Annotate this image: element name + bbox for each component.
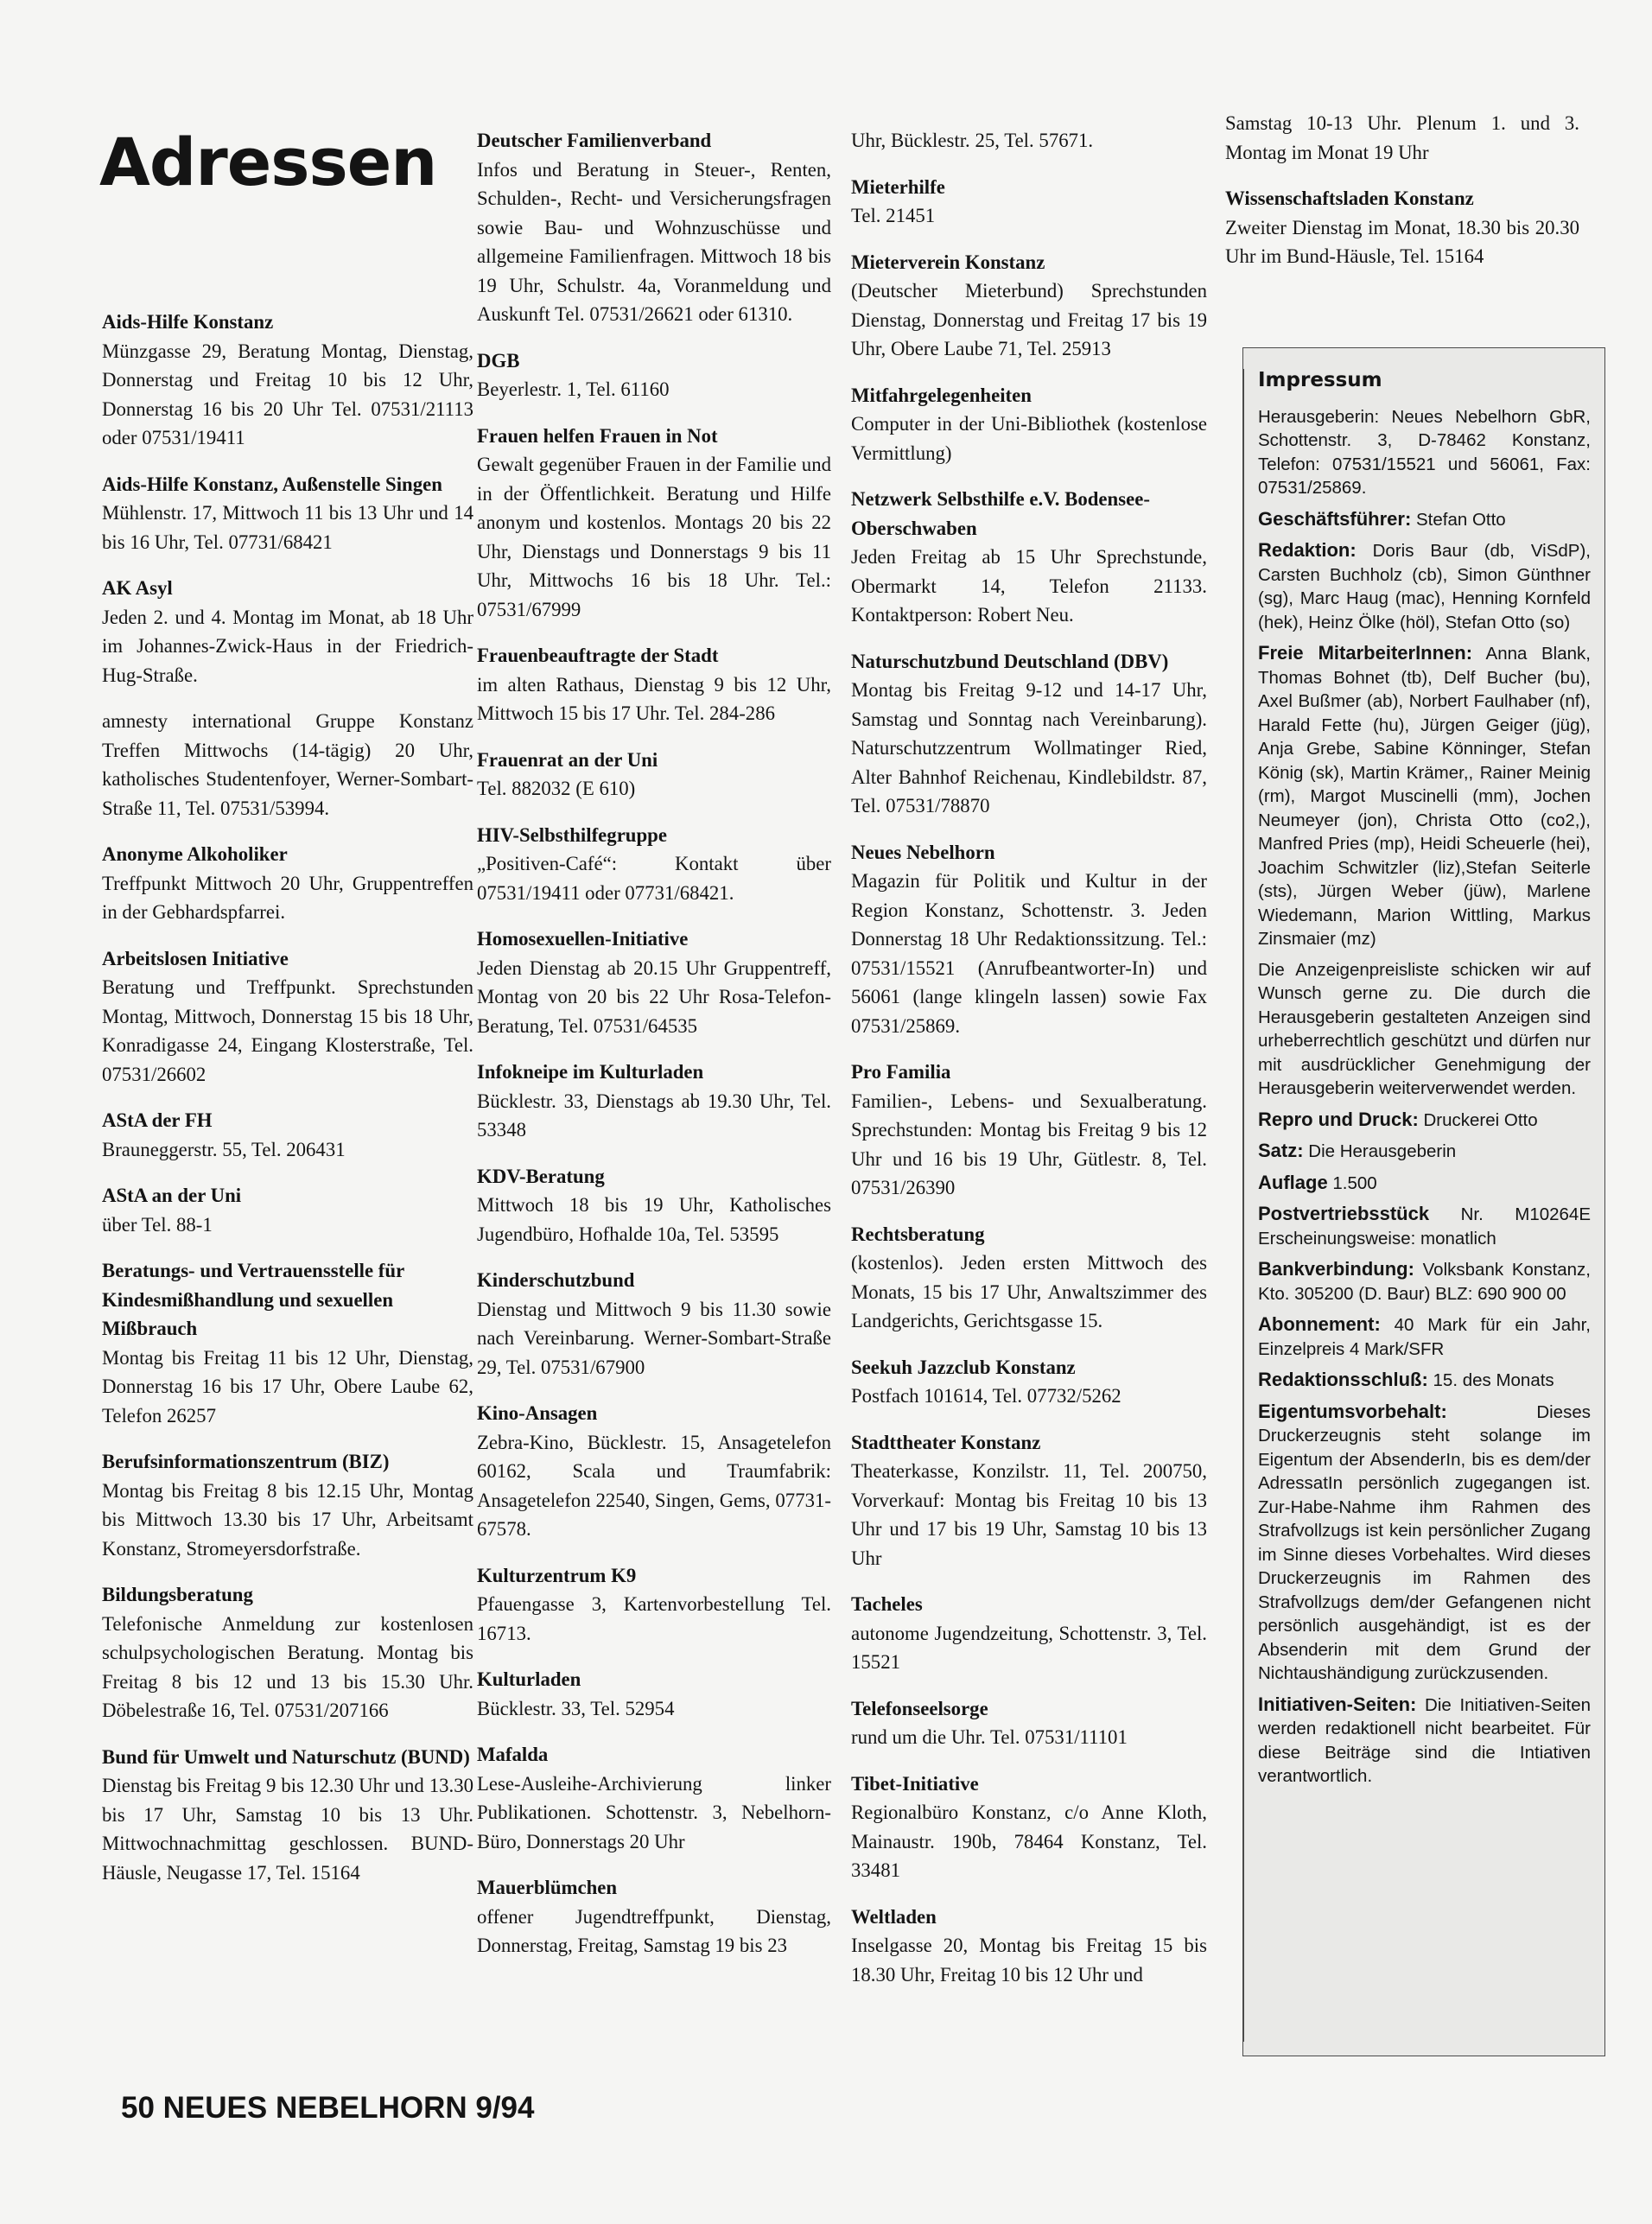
entry-name: Kino-Ansagen: [477, 1402, 598, 1424]
address-entry: [102, 308, 473, 453]
address-entry: [102, 840, 473, 927]
address-entry: [477, 1162, 831, 1249]
entry-name: Aids-Hilfe Konstanz, Außenstelle Singen: [102, 473, 442, 495]
entry-text: Gewalt gegenüber Frauen in der Familie und in der Öffentlichkeit. Beratung und Hilfe anonym und kostenlos. Montags 20 bis 22 Uhr, Dienstags und Donnerstags 9 bis 11 Uhr, Mittwochs 16 bis 18 Uhr. Tel.: 07531/67999: [477, 454, 831, 620]
address-entry: [477, 1873, 831, 1960]
imprint-section: [1258, 1368, 1591, 1393]
entry-name: Bildungsberatung: [102, 1584, 253, 1605]
address-entry: [102, 470, 473, 557]
address-entry: [102, 1256, 473, 1430]
imprint-label: Auflage: [1258, 1171, 1328, 1193]
address-entry: [851, 1903, 1207, 1990]
entry-name: Stadttheater Konstanz: [851, 1431, 1041, 1453]
imprint-text: Herausgeberin: Neues Nebelhorn GbR, Schottenstr. 3, D-78462 Konstanz, Telefon: 07531/15521 und 56061, Fax: 07531/25869.: [1258, 406, 1591, 498]
entry-name: Mauerblümchen: [477, 1877, 618, 1898]
address-entry: [477, 346, 831, 404]
entry-name: Kulturladen: [477, 1668, 581, 1690]
imprint-text: Doris Baur (db, ViSdP), Carsten Buchholz (cb), Simon Günthner (sg), Marc Haug (mac), Henning Kornfeld (hek), Heinz Ölke (höl), Stefan Otto (so): [1258, 541, 1591, 632]
address-entry: [102, 1447, 473, 1563]
entry-name: Frauen helfen Frauen in Not: [477, 424, 718, 447]
address-entry: [102, 1743, 473, 1888]
entry-text: Jeden 2. und 4. Montag im Monat, ab 18 Uhr im Johannes-Zwick-Haus in der Friedrich-Hug-Straße.: [102, 606, 473, 686]
imprint-label: Abonnement:: [1258, 1313, 1381, 1335]
address-entry: [102, 1580, 473, 1725]
entry-name: Tibet-Initiative: [851, 1772, 979, 1795]
address-entry: [477, 925, 831, 1040]
entry-text: Tel. 882032 (E 610): [477, 778, 636, 799]
address-entry: [477, 422, 831, 625]
imprint-text: Druckerei Otto: [1423, 1109, 1538, 1130]
address-entry: [102, 707, 473, 823]
entry-text: Telefonische Anmeldung zur kostenlosen schulpsychologischen Beratung. Montag bis Freitag 8 bis 12 und 13 bis 15.30 Uhr. Döbelestraße 16, Tel. 07531/207166: [102, 1612, 473, 1721]
page-title: Adressen: [99, 124, 437, 200]
address-column-4: [1225, 109, 1579, 289]
entry-name: HIV-Selbsthilfegruppe: [477, 823, 667, 846]
entry-text: Mittwoch 18 bis 19 Uhr, Katholisches Jugendbüro, Hofhalde 10a, Tel. 53595: [477, 1194, 831, 1245]
imprint-section: [1258, 1139, 1591, 1164]
address-entry: [477, 1058, 831, 1145]
entry-name: Bund für Umwelt und Naturschutz (BUND): [102, 1745, 470, 1768]
address-entry: [1225, 184, 1579, 271]
imprint-inner: [1243, 369, 1591, 2042]
entry-name: Homosexuellen-Initiative: [477, 928, 689, 950]
entry-name: Deutscher Familienverband: [477, 130, 712, 151]
entry-text: Jeden Freitag ab 15 Uhr Sprechstunde, Obermarkt 14, Telefon 21133. Kontaktperson: Robert Neu.: [851, 546, 1207, 626]
entry-name: Anonyme Alkoholiker: [102, 843, 288, 865]
address-entry: [851, 1058, 1207, 1203]
entry-text: Mühlenstr. 17, Mittwoch 11 bis 13 Uhr und 14 bis 16 Uhr, Tel. 07731/68421: [102, 502, 473, 553]
entry-text: Jeden Dienstag ab 20.15 Uhr Gruppentreff, Montag von 20 bis 22 Uhr Rosa-Telefon-Beratung, Tel. 07531/64535: [477, 956, 831, 1037]
imprint-text: 40 Mark für ein Jahr, Einzelpreis 4 Mark/SFR: [1258, 1315, 1591, 1359]
entry-text: Regionalbüro Konstanz, c/o Anne Kloth, Mainaustr. 190b, 78464 Konstanz, Tel. 33481: [851, 1801, 1207, 1881]
address-entry: [477, 1266, 831, 1382]
entry-text: Montag bis Freitag 8 bis 12.15 Uhr, Montag bis Mittwoch 13.30 bis 17 Uhr, Arbeitsamt Konstanz, Stromeyersdorfstraße.: [102, 1479, 473, 1560]
address-column-3: [851, 126, 1207, 2006]
entry-text: Montag bis Freitag 9-12 und 14-17 Uhr, Samstag und Sonntag nach Vereinbarung). Naturschutzzentrum Wollmatinger Ried, Alter Bahnhof Reichenau, Kindlebildstr. 87, Tel. 07531/78870: [851, 679, 1207, 817]
imprint-text: Nr. M10264E Erscheinungsweise: monatlich: [1258, 1204, 1591, 1249]
imprint-label: Redaktionsschluß:: [1258, 1369, 1428, 1390]
entry-name: Kinderschutzbund: [477, 1269, 635, 1291]
address-entry: [851, 248, 1207, 364]
address-entry: [477, 1399, 831, 1544]
imprint-section: [1258, 1171, 1591, 1196]
imprint-label: Geschäftsführer:: [1258, 507, 1412, 530]
entry-text: Bücklestr. 33, Tel. 52954: [477, 1697, 675, 1719]
entry-name: Wissenschaftsladen Konstanz: [1225, 187, 1474, 209]
entry-text: Infos und Beratung in Steuer-, Renten, Schulden-, Recht- und Versicherungsfragen sowie Bau- und Wohnzuschüsse und allgemeine Familienfragen. Mittwoch 18 bis 19 Uhr, Schulstr. 4a, Voranmeldung und Auskunft Tel. 07531/26621 oder 61310.: [477, 158, 831, 325]
imprint-section: [1258, 405, 1591, 500]
imprint-section: [1258, 1400, 1591, 1686]
entry-name: Berufsinformationszentrum (BIZ): [102, 1451, 390, 1472]
address-entry: [851, 1590, 1207, 1677]
entry-text: im alten Rathaus, Dienstag 9 bis 12 Uhr, Mittwoch 15 bis 17 Uhr. Tel. 284-286: [477, 673, 831, 724]
imprint-section: [1258, 507, 1591, 532]
entry-text: Inselgasse 20, Montag bis Freitag 15 bis 18.30 Uhr, Freitag 10 bis 12 Uhr und: [851, 1935, 1207, 1986]
entry-name: AStA der FH: [102, 1109, 213, 1131]
entry-name: Seekuh Jazzclub Konstanz: [851, 1356, 1076, 1378]
address-entry: [477, 126, 831, 329]
entry-text: autonome Jugendzeitung, Schottenstr. 3, Tel. 15521: [851, 1622, 1207, 1673]
entry-name: DGB: [477, 349, 520, 372]
address-entry: [851, 1694, 1207, 1752]
address-entry: [851, 1428, 1207, 1573]
imprint-label: Bankverbindung:: [1258, 1258, 1414, 1280]
address-entry: [851, 1770, 1207, 1885]
imprint-sections: [1258, 405, 1591, 1789]
entry-name: Rechtsberatung: [851, 1223, 985, 1245]
entry-name: Mafalda: [477, 1744, 549, 1765]
address-entry: [851, 173, 1207, 231]
imprint-text: 15. des Monats: [1433, 1370, 1554, 1390]
entry-text: Dienstag bis Freitag 9 bis 12.30 Uhr und 13.30 bis 17 Uhr, Samstag 10 bis 13 Uhr. Mittwochnachmittag geschlossen. BUND-Häusle, Neugasse 17, Tel. 15164: [102, 1775, 473, 1884]
entry-name: Mieterverein Konstanz: [851, 251, 1045, 273]
entry-text: über Tel. 88-1: [102, 1213, 213, 1236]
entry-text: Zebra-Kino, Bücklestr. 15, Ansagetelefon 60162, Scala und Traumfabrik: Ansagetelefon 22540, Singen, Gems, 07731-67578.: [477, 1431, 831, 1540]
entry-name: Kulturzentrum K9: [477, 1564, 637, 1586]
imprint-section: [1258, 1202, 1591, 1250]
imprint-text: 1.500: [1332, 1172, 1377, 1193]
entry-name: Aids-Hilfe Konstanz: [102, 311, 274, 333]
imprint-text: Die Anzeigenpreisliste schicken wir auf Wunsch gerne zu. Die durch die Herausgeberin gestalteten Anzeigen sind urheberrechtlich geschützt und dürfen nur mit ausdrücklicher Genehmigung der Herausgeberin weiterverwendet werden.: [1258, 959, 1591, 1098]
imprint-text: Die Initiativen-Seiten werden redaktionell nicht bearbeitet. Für diese Beiträge sind die Intiativen verantwortlich.: [1258, 1694, 1592, 1786]
entry-text: Uhr, Bücklestr. 25, Tel. 57671.: [851, 130, 1094, 151]
address-entry: [477, 641, 831, 728]
imprint-section: [1258, 958, 1591, 1101]
imprint-label: Eigentumsvorbehalt:: [1258, 1400, 1447, 1422]
entry-text: Postfach 101614, Tel. 07732/5262: [851, 1385, 1121, 1407]
address-entry: [851, 1220, 1207, 1336]
entry-name: Naturschutzbund Deutschland (DBV): [851, 650, 1169, 672]
entry-name: Telefonseelsorge: [851, 1697, 988, 1719]
entry-text: Samstag 10-13 Uhr. Plenum 1. und 3. Montag im Monat 19 Uhr: [1225, 112, 1579, 163]
entry-name: AK Asyl: [102, 577, 173, 599]
imprint-text: Volksbank Konstanz, Kto. 305200 (D. Baur) BLZ: 690 900 00: [1258, 1260, 1591, 1304]
entry-text: Lese-Ausleihe-Archivierung linker Publikationen. Schottenstr. 3, Nebelhorn-Büro, Donnerstags 20 Uhr: [477, 1772, 831, 1852]
entry-text: Zweiter Dienstag im Monat, 18.30 bis 20.30 Uhr im Bund-Häusle, Tel. 15164: [1225, 216, 1579, 267]
address-entry: [1225, 109, 1579, 167]
imprint-label: Repro und Druck:: [1258, 1108, 1419, 1130]
entry-text: Theaterkasse, Konzilstr. 11, Tel. 200750, Vorverkauf: Montag bis Freitag 10 bis 13 Uhr und 17 bis 19 Uhr, Samstag 10 bis 13 Uhr: [851, 1460, 1207, 1569]
address-entry: [851, 485, 1207, 630]
entry-name: KDV-Beratung: [477, 1165, 605, 1187]
address-entry: [477, 1740, 831, 1856]
imprint-label: Freie MitarbeiterInnen:: [1258, 642, 1473, 664]
imprint-text: Stefan Otto: [1415, 509, 1506, 530]
address-entry: [102, 1181, 473, 1239]
entry-text: „Positiven-Café“: Kontakt über 07531/19411 oder 07731/68421.: [477, 853, 831, 904]
imprint-section: [1258, 1257, 1591, 1306]
entry-text: (kostenlos). Jeden ersten Mittwoch des Monats, 15 bis 17 Uhr, Anwaltszimmer des Landgerichts, Gerichtsgasse 15.: [851, 1252, 1207, 1331]
address-entry: [102, 944, 473, 1090]
entry-text: Brauneggerstr. 55, Tel. 206431: [102, 1138, 346, 1160]
entry-name: Neues Nebelhorn: [851, 841, 995, 863]
address-entry: [477, 746, 831, 804]
entry-text: Beyerlestr. 1, Tel. 61160: [477, 378, 670, 400]
entry-text: offener Jugendtreffpunkt, Dienstag, Donnerstag, Freitag, Samstag 19 bis 23: [477, 1905, 831, 1956]
entry-text: Pfauengasse 3, Kartenvorbestellung Tel. 16713.: [477, 1593, 831, 1644]
address-entry: [477, 1561, 831, 1649]
address-column-1: [102, 308, 473, 1904]
imprint-label: Satz:: [1258, 1140, 1304, 1161]
entry-name: Frauenbeauftragte der Stadt: [477, 645, 719, 666]
entry-name: Frauenrat an der Uni: [477, 748, 658, 771]
imprint-section: [1258, 1312, 1591, 1361]
address-entry: [851, 126, 1207, 156]
entry-name: Arbeitslosen Initiative: [102, 947, 289, 969]
imprint-text: Dieses Druckerzeugnis steht solange im Eigentum der AbsenderIn, bis es dem/der AdressatIn persönlich zugegangen ist. Zur-Habe-Nahme ihm Rahmen des Strafvollzugs ist kein persönlicher Zugang im Sinne dieses Vorbehaltes. Wird dieses Druckerzeugnis im Rahmen des Strafvollzugs dem/der Gefangenen nicht persönlich ausgehändigt, ist es der Absenderin mit dem Grund der Nichtaushändigung zurückzusenden.: [1258, 1401, 1591, 1683]
page-footer: 50 NEUES NEBELHORN 9/94: [121, 2091, 535, 2125]
entry-name: Beratungs- und Vertrauensstelle für Kindesmißhandlung und sexuellen Mißbrauch: [102, 1260, 404, 1339]
entry-text: Tel. 21451: [851, 205, 936, 226]
address-entry: [477, 1665, 831, 1723]
address-entry: [851, 381, 1207, 468]
entry-text: Beratung und Treffpunkt. Sprechstunden Montag, Mittwoch, Donnerstag 15 bis 18 Uhr, Konradigasse 24, Eingang Klosterstraße, Tel. 07531/26602: [102, 976, 473, 1085]
entry-name: Weltladen: [851, 1905, 937, 1928]
entry-text: Magazin für Politik und Kultur in der Region Konstanz, Schottenstr. 3. Jeden Donnerstag 18 Uhr Redaktionssitzung. Tel.: 07531/15521 (Anrufbeantworter-In) und 56061 (lange klingeln lassen) sowie Fax 07531/25869.: [851, 870, 1207, 1037]
entry-text: Münzgasse 29, Beratung Montag, Dienstag, Donnerstag und Freitag 10 bis 12 Uhr, Donnerstag 16 bis 20 Uhr Tel. 07531/21113 oder 07531/19411: [102, 340, 473, 448]
entry-text: Montag bis Freitag 11 bis 12 Uhr, Dienstag, Donnerstag 16 bis 17 Uhr, Obere Laube 62, Telefon 26257: [102, 1346, 473, 1427]
entry-text: amnesty international Gruppe Konstanz Treffen Mittwochs (14-tägig) 20 Uhr, katholisches Studentenfoyer, Werner-Sombart-Straße 11, Tel. 07531/53994.: [102, 710, 473, 819]
imprint-label: Postvertriebsstück: [1258, 1203, 1430, 1224]
address-entry: [851, 647, 1207, 821]
entry-text: (Deutscher Mieterbund) Sprechstunden Dienstag, Donnerstag und Freitag 17 bis 19 Uhr, Obere Laube 71, Tel. 25913: [851, 280, 1207, 359]
address-entry: [851, 1353, 1207, 1411]
imprint-text: Die Herausgeberin: [1308, 1141, 1457, 1161]
address-entry: [102, 1106, 473, 1164]
entry-text: Computer in der Uni-Bibliothek (kostenlose Vermittlung): [851, 413, 1207, 464]
address-entry: [477, 821, 831, 908]
address-entry: [851, 838, 1207, 1041]
entry-name: AStA an der Uni: [102, 1185, 242, 1206]
imprint-section: [1258, 1108, 1591, 1133]
entry-name: Mitfahrgelegenheiten: [851, 384, 1032, 406]
entry-name: Netzwerk Selbsthilfe e.V. Bodensee-Oberschwaben: [851, 488, 1150, 539]
address-column-2: [477, 126, 831, 1978]
imprint-label: Initiativen-Seiten:: [1258, 1693, 1417, 1715]
imprint-text: Anna Blank, Thomas Bohnet (tb), Delf Bucher (bu), Axel Bußmer (ab), Norbert Faulhaber (nf), Harald Fette (hu), Jürgen Geiger (jüg), Anja Grebe, Sabine Könninger, Stefan König (sk), Martin Krämer,, Rainer Meinig (rm), Margot Muscinelli (mm), Jochen Neumeyer (jon), Christa Otto (co2,), Manfred Pries (mp), Heidi Scheuerle (hei), Joachim Schwitzler (liz),Stefan Seiterle (sts), Jürgen Weber (jüw), Marlene Wiedemann, Marion Wittling, Markus Zinsmaier (mz): [1258, 644, 1591, 949]
entry-name: Infokneipe im Kulturladen: [477, 1061, 704, 1083]
address-entry: [102, 574, 473, 689]
imprint-title: Impressum: [1258, 369, 1382, 391]
entry-text: Dienstag und Mittwoch 9 bis 11.30 sowie nach Vereinbarung. Werner-Sombart-Straße 29, Tel. 07531/67900: [477, 1298, 831, 1378]
entry-text: Familien-, Lebens- und Sexualberatung. Sprechstunden: Montag bis Freitag 9 bis 12 Uhr und 16 bis 19 Uhr, Gütlestr. 8, Tel. 07531/26390: [851, 1090, 1207, 1198]
entry-text: Treffpunkt Mittwoch 20 Uhr, Gruppentreffen in der Gebhardspfarrei.: [102, 872, 473, 923]
entry-name: Tacheles: [851, 1593, 923, 1615]
imprint-label: Redaktion:: [1258, 539, 1357, 561]
entry-name: Pro Familia: [851, 1061, 951, 1083]
imprint-section: [1258, 538, 1591, 634]
entry-name: Mieterhilfe: [851, 175, 945, 198]
imprint-section: [1258, 1693, 1591, 1789]
imprint-section: [1258, 641, 1591, 951]
entry-text: Bücklestr. 33, Dienstags ab 19.30 Uhr, Tel. 53348: [477, 1090, 831, 1141]
entry-text: rund um die Uhr. Tel. 07531/11101: [851, 1726, 1128, 1748]
imprint-box: [1242, 347, 1605, 2056]
